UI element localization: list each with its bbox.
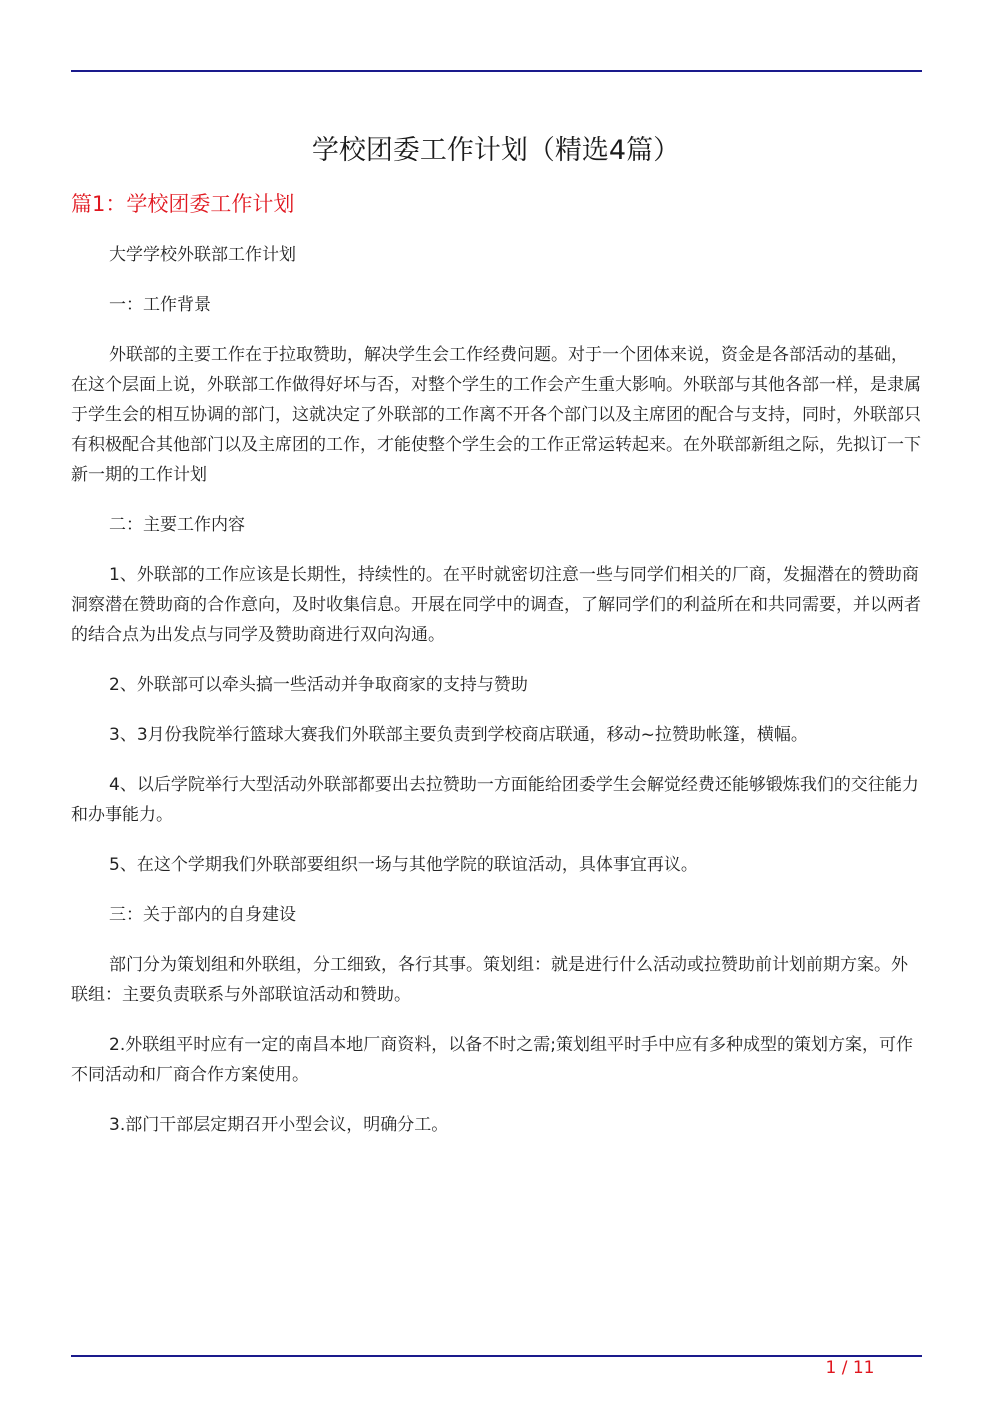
document-title: 学校团委工作计划（精选4篇） xyxy=(311,135,681,166)
paragraph: 二：主要工作内容 xyxy=(109,515,245,535)
paragraph: 外联部的主要工作在于拉取赞助，解决学生会工作经费问题。对于一个团体来说，资金是各部活动的基础，在这个层面上说，外联部工作做得好坏与否，对整个学生的工作会产生重大影响。外联部与其他各部一样，是隶属于学生会的相互协调的部门，这就决定了外联部的工作离不开各个部门以及主席团的配合与支持，同时，外联部只有积极配合其他部门以及主席团的工作，才能使整个学生会的工作正常运转起来。在外联部新组之际，先拟订一下新一期的工作计划 xyxy=(71,345,921,485)
paragraph: 2.外联组平时应有一定的南昌本地厂商资料，以备不时之需;策划组平时手中应有多种成型的策划方案，可作不同活动和厂商合作方案使用。 xyxy=(71,1035,913,1085)
paragraph: 大学学校外联部工作计划 xyxy=(109,245,296,265)
paragraph: 2、外联部可以牵头搞一些活动并争取商家的支持与赞助 xyxy=(109,675,528,695)
paragraph: 部门分为策划组和外联组，分工细致，各行其事。策划组：就是进行什么活动或拉赞助前计划前期方案。外联组：主要负责联系与外部联谊活动和赞助。 xyxy=(71,955,908,1005)
page-number: 1 / 11 xyxy=(825,1358,875,1378)
paragraph: 4、以后学院举行大型活动外联部都要出去拉赞助一方面能给团委学生会解觉经费还能够锻炼我们的交往能力和办事能力。 xyxy=(71,775,919,825)
paragraph: 三：关于部内的自身建设 xyxy=(109,905,296,925)
footer-rule xyxy=(71,1355,922,1357)
paragraph: 3、3月份我院举行篮球大赛我们外联部主要负责到学校商店联通，移动~拉赞助帐篷，横幅。 xyxy=(109,725,808,745)
document-body xyxy=(71,240,922,1160)
paragraph: 一：工作背景 xyxy=(109,295,211,315)
paragraph: 5、在这个学期我们外联部要组织一场与其他学院的联谊活动，具体事宜再议。 xyxy=(109,855,698,875)
paragraph: 1、外联部的工作应该是长期性，持续性的。在平时就密切注意一些与同学们相关的厂商，发掘潜在的赞助商洞察潜在赞助商的合作意向，及时收集信息。开展在同学中的调查，了解同学们的利益所在和共同需要，并以两者的结合点为出发点与同学及赞助商进行双向沟通。 xyxy=(71,565,921,645)
header-rule xyxy=(71,70,922,72)
section-heading: 篇1：学校团委工作计划 xyxy=(71,192,295,216)
paragraph: 3.部门干部层定期召开小型会议，明确分工。 xyxy=(109,1115,449,1135)
